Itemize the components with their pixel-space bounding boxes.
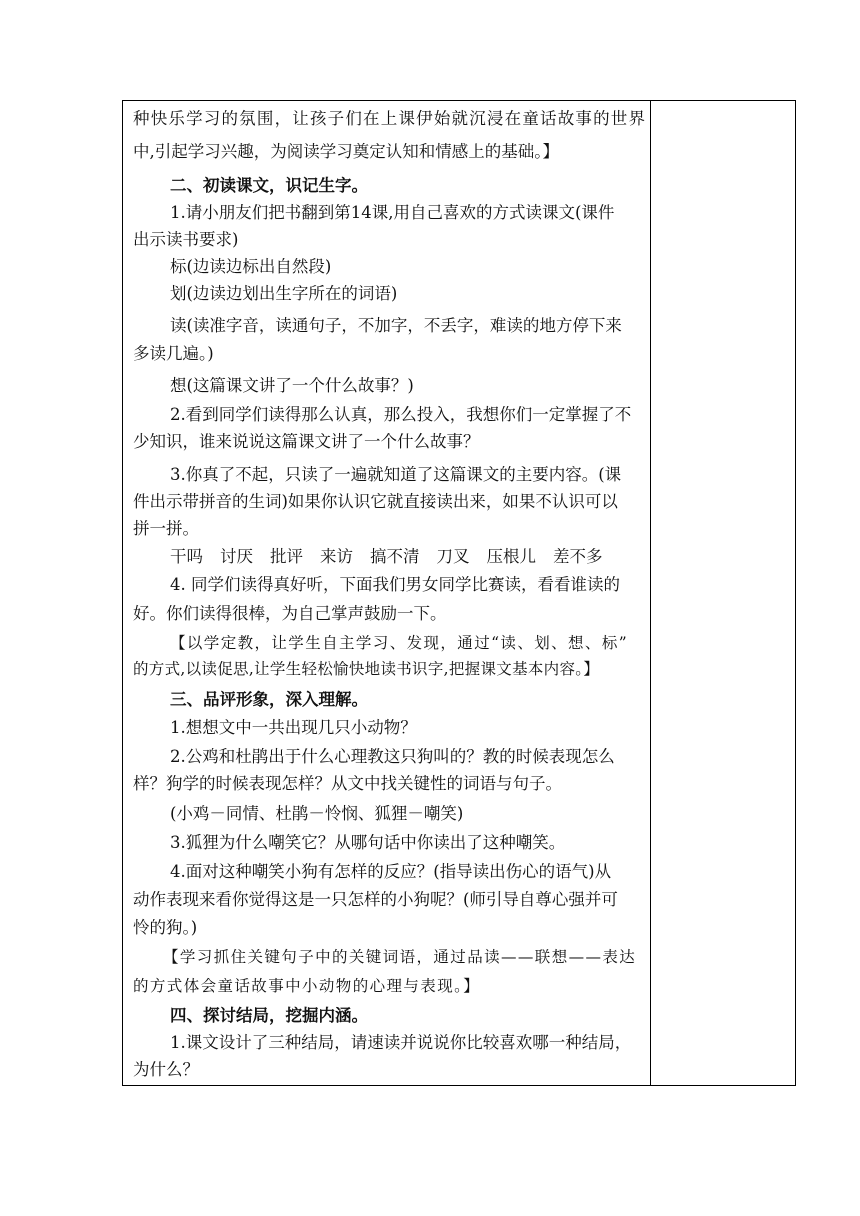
teaching-note: 【学习抓住关键句子中的关键词语，通过品读——联想——表达	[163, 948, 637, 966]
text-line: 标(边读边标出自然段)	[170, 257, 332, 276]
lesson-plan-table	[122, 100, 796, 1086]
text-line: 1.想想文中一共出现几只小动物？	[170, 718, 417, 737]
vocab-word: 讨厌	[220, 547, 253, 566]
text-line: 1.课文设计了三种结局，请速读并说说你比较喜欢哪一种结局，	[170, 1033, 632, 1052]
text-line: 中,引起学习兴趣，为阅读学习奠定认知和情感上的基础。】	[133, 142, 559, 161]
teaching-note: 的方式体会童话故事中小动物的心理与表现。】	[133, 977, 481, 995]
text-line: 多读几遍。)	[133, 344, 214, 363]
vocab-word: 差不多	[553, 547, 603, 566]
text-line: 3.你真了不起，只读了一遍就知道了这篇课文的主要内容。(课	[170, 465, 622, 484]
text-line: 4.面对这种嘲笑小狗有怎样的反应？(指导读出伤心的语气)从	[170, 862, 612, 881]
text-line: 1.请小朋友们把书翻到第14课,用自己喜欢的方式读课文(课件	[170, 203, 615, 222]
text-line: 件出示带拼音的生词)如果你认识它就直接读出来，如果不认识可以	[133, 492, 618, 511]
text-line: 好。你们读得很棒，为自己掌声鼓励一下。	[133, 604, 447, 623]
text-line: 4. 同学们读得真好听，下面我们男女同学比赛读，看看谁读的	[170, 575, 620, 594]
vocab-word: 批评	[270, 547, 303, 566]
text-line: 2.看到同学们读得那么认真，那么投入，我想你们一定掌握了不	[170, 405, 632, 424]
vocabulary-words	[133, 544, 682, 570]
section-heading: 四、探讨结局，挖掘内涵。	[170, 1006, 368, 1025]
text-line: 动作表现来看你觉得这是一只怎样的小狗呢？(师引导自尊心强并可	[133, 890, 618, 909]
text-line: 种快乐学习的氛围，让孩子们在上课伊始就沉浸在童话故事的世界	[133, 109, 645, 128]
text-line: (小鸡－同情、杜鹃－怜悯、狐狸－嘲笑)	[170, 804, 464, 823]
teaching-note: 的方式,以读促思,让学生轻松愉快地读书识字,把握课文基本内容。】	[133, 660, 600, 678]
vocab-word: 搞不清	[370, 547, 420, 566]
text-line: 想(这篇课文讲了一个什么故事？)	[170, 376, 414, 395]
text-line: 出示读书要求)	[133, 230, 239, 249]
section-heading: 三、品评形象，深入理解。	[170, 690, 368, 709]
text-line: 2.公鸡和杜鹃出于什么心理教这只狗叫的？教的时候表现怎么	[170, 747, 615, 766]
teaching-note: 【以学定教，让学生自主学习、发现，通过“读、划、想、标”	[170, 634, 629, 652]
text-line: 3.狐狸为什么嘲笑它？从哪句话中你读出了这种嘲笑。	[170, 833, 566, 852]
vocab-word: 来访	[320, 547, 353, 566]
text-line: 少知识，谁来说说这篇课文讲了一个什么故事？	[133, 432, 480, 451]
vocab-word: 刀叉	[436, 547, 470, 566]
vocab-word: 干吗	[170, 547, 203, 566]
section-heading: 二、初读课文，识记生字。	[170, 176, 368, 195]
text-line: 为什么？	[133, 1060, 199, 1079]
text-line: 划(边读边划出生字所在的词语)	[170, 284, 398, 303]
text-line: 读(读准字音，读通句子，不加字，不丢字，难读的地方停下来	[170, 316, 622, 335]
text-line: 拼一拼。	[133, 519, 199, 538]
text-line: 怜的狗。)	[133, 918, 198, 937]
text-line: 样？狗学的时候表现怎样？从文中找关键性的词语与句子。	[133, 774, 562, 793]
vocab-word: 压根儿	[486, 547, 536, 566]
